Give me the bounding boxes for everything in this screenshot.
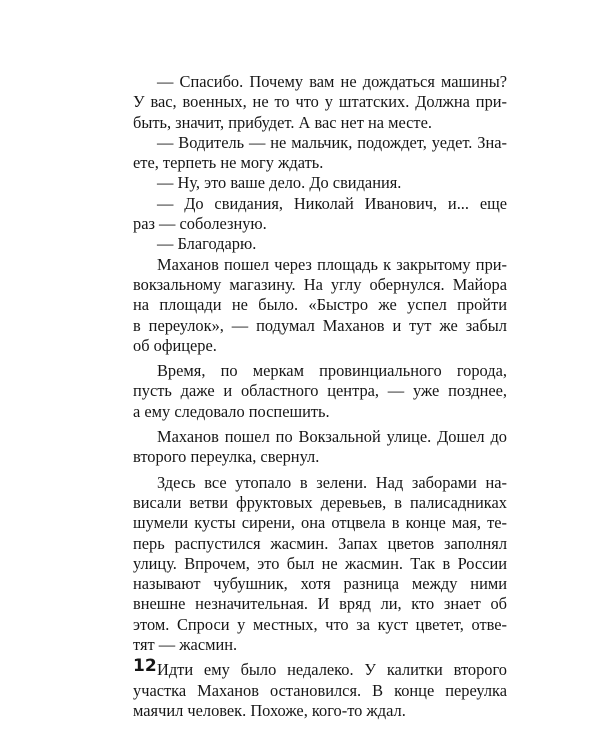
text-line: этом. Спроси у местных, что за куст цветет, отве- <box>133 614 507 634</box>
text-line: шумели кусты сирени, она отцвела в конце мая, те- <box>133 513 507 533</box>
text-line: ете, терпеть не могу ждать. <box>133 153 324 173</box>
body-text <box>133 72 507 721</box>
text-line: — До свидания, Николай Иванович, и... еще <box>157 193 507 213</box>
text-line: пусть даже и областного центра, — уже позднее, <box>133 381 507 401</box>
page-number: 12 <box>133 656 157 676</box>
text-line: об офицере. <box>133 335 217 355</box>
text-line: в переулок», — подумал Маханов и тут же забыл <box>133 315 507 335</box>
text-line: перь распустился жасмин. Запах цветов заполнял <box>133 533 507 553</box>
text-line: У вас, военных, не то что у штатских. Должна при- <box>133 92 507 112</box>
text-line: на площади не было. «Быстро же успел пройти <box>133 295 507 315</box>
text-line: висали ветви фруктовых деревьев, в палисадниках <box>133 492 507 512</box>
text-line: вокзальному магазину. На углу обернулся. Майора <box>133 274 507 294</box>
text-line: маячил человек. Похоже, кого-то ждал. <box>133 700 406 720</box>
text-line: — Водитель — не мальчик, подождет, уедет. Зна- <box>157 132 507 152</box>
text-line: Идти ему было недалеко. У калитки второго <box>157 660 507 680</box>
text-line: — Спасибо. Почему вам не дождаться машины? <box>157 72 507 91</box>
text-line: Время, по меркам провинциального города, <box>157 361 507 381</box>
text-line: Здесь все утопало в зелени. Над заборами на- <box>157 472 507 492</box>
text-line: Маханов пошел по Вокзальной улице. Дошел до <box>157 427 507 447</box>
text-line: — Благодарю. <box>157 234 257 254</box>
text-line: улицу. Впрочем, это был не жасмин. Так в России <box>133 553 507 573</box>
text-line: второго переулка, свернул. <box>133 447 320 467</box>
text-line: быть, значит, прибудет. А вас нет на месте. <box>133 112 432 132</box>
text-line: тят — жасмин. <box>133 635 238 655</box>
text-line: участка Маханов остановился. В конце переулка <box>133 680 507 700</box>
text-line: внешне незначительная. И вряд ли, кто знает об <box>133 594 507 614</box>
text-line: а ему следовало поспешить. <box>133 401 330 421</box>
text-line: называют чубушник, хотя разница между ними <box>133 574 507 594</box>
text-line: раз — соболезную. <box>133 214 267 234</box>
text-line: Маханов пошел через площадь к закрытому при- <box>157 254 507 274</box>
text-line: — Ну, это ваше дело. До свидания. <box>157 173 402 193</box>
